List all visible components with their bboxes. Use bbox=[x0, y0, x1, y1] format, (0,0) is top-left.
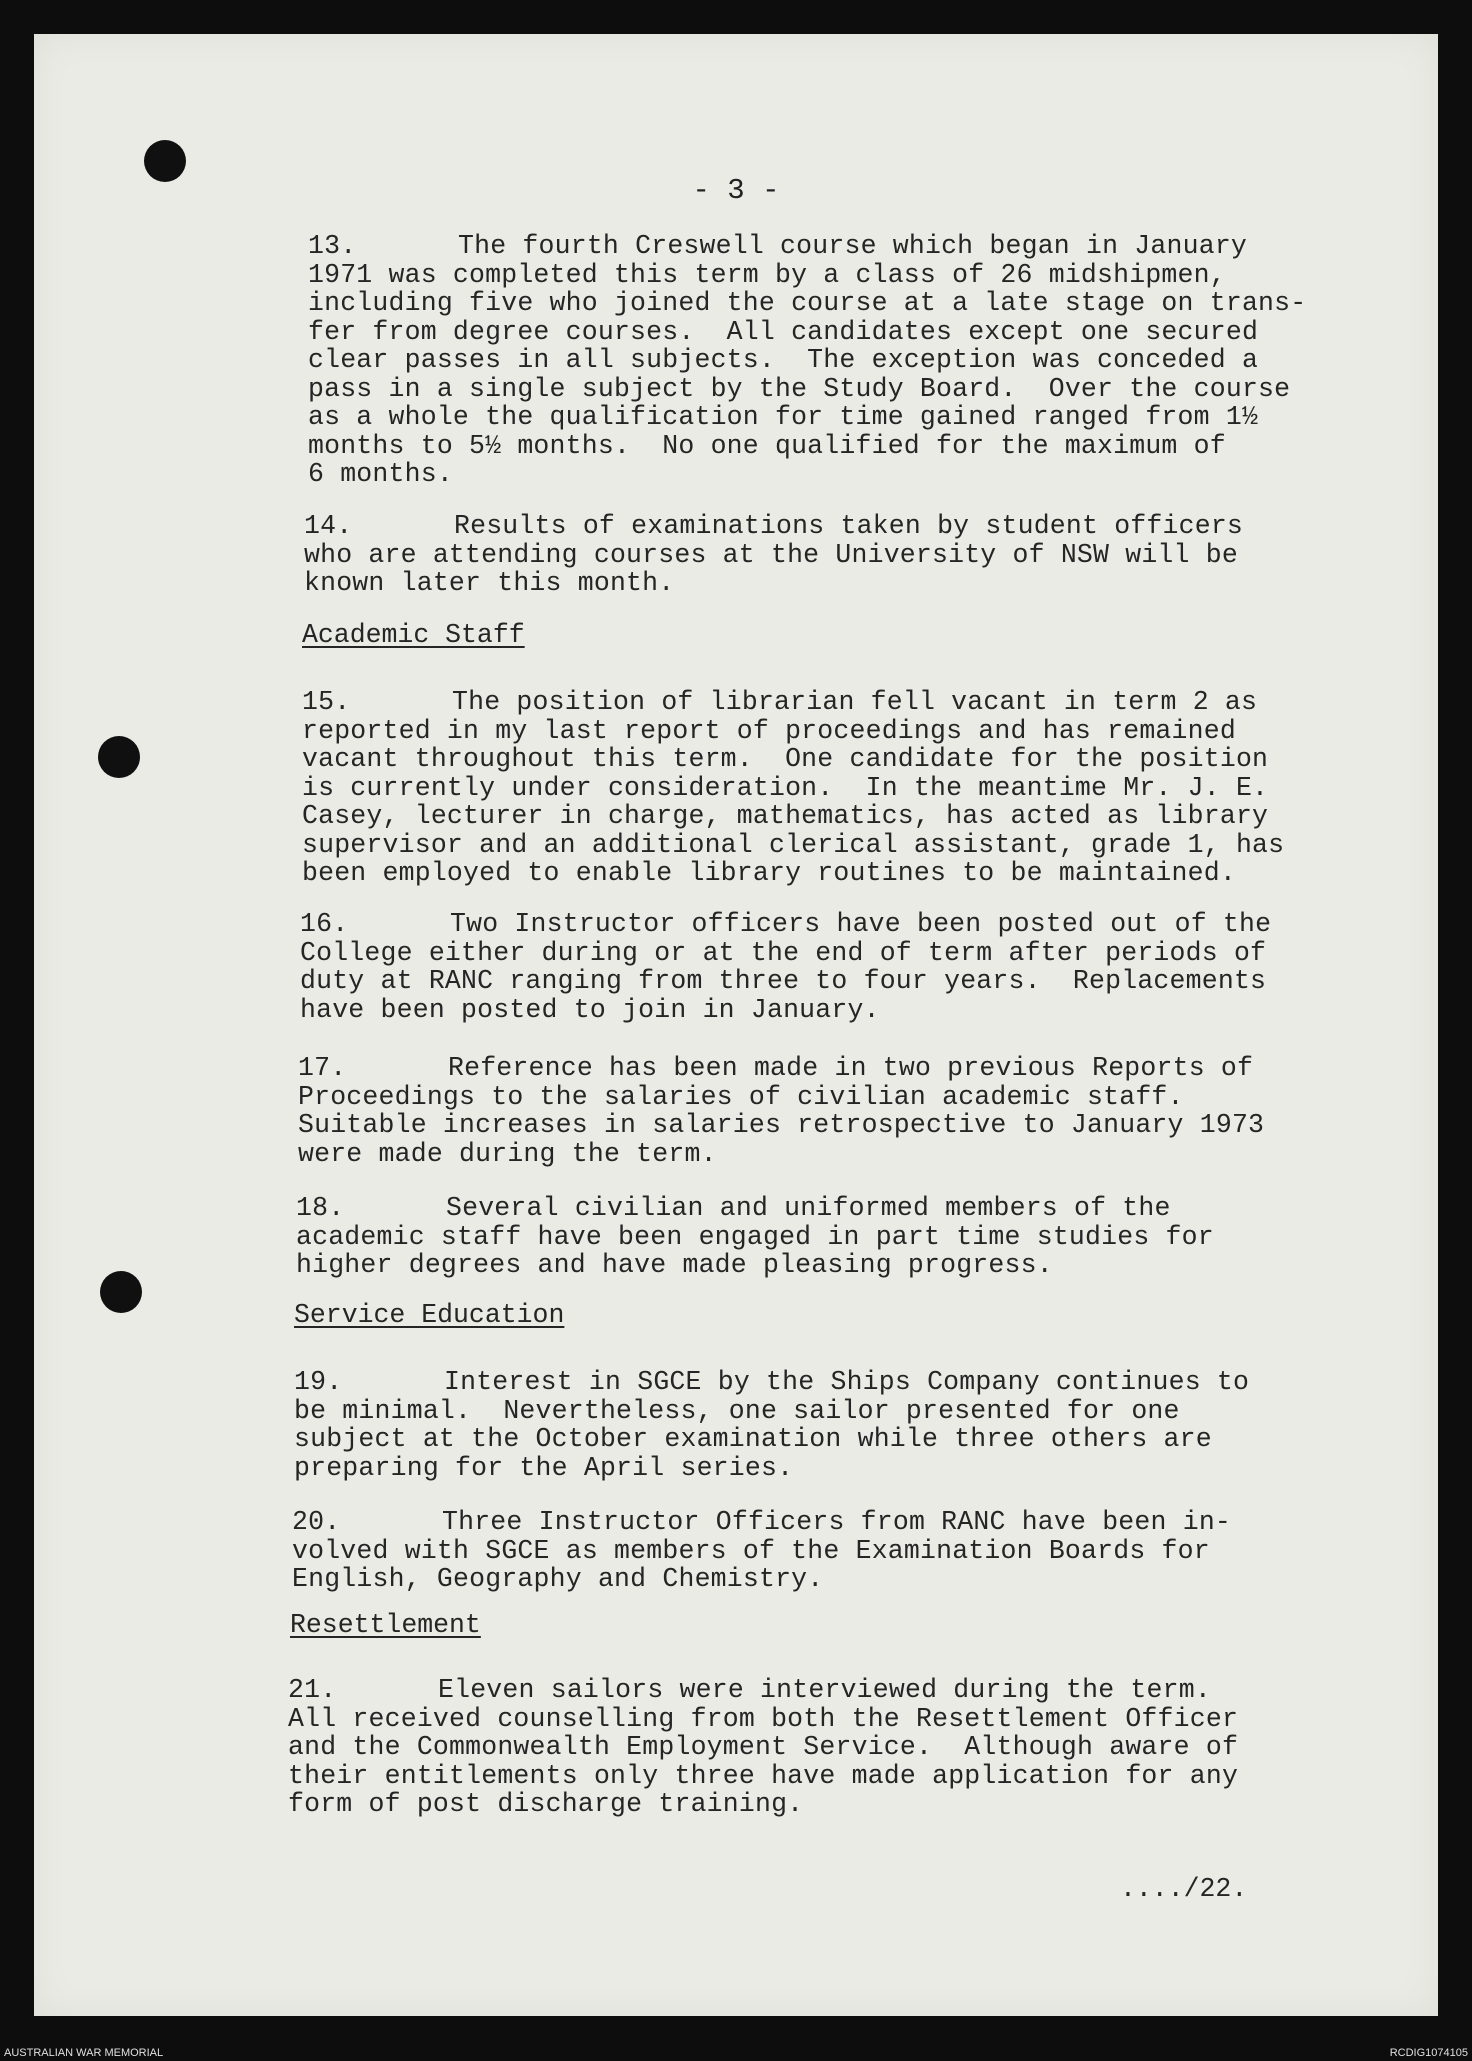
punch-hole bbox=[100, 1271, 142, 1313]
punch-hole bbox=[98, 736, 140, 778]
paragraph-17: 17. Reference has been made in two previous Reports of Proceedings to the salaries of civilian academic staff. Suitable increases in salaries retrospective to January 1973 were made during the term. bbox=[298, 1053, 1265, 1169]
paragraph-16: 16. Two Instructor officers have been posted out of the College either during or at the end of term after periods of duty at RANC ranging from three to four years. Replacements have been posted to join in January. bbox=[300, 909, 1272, 1025]
paragraph-21: 21. Eleven sailors were interviewed during the term. All received counselling from both the Resettlement Officer and the Commonwealth Employment Service. Although aware of their entitlements only three have made application for any form of post discharge training. bbox=[288, 1675, 1239, 1819]
paragraph-19: 19. Interest in SGCE by the Ships Company continues to be minimal. Nevertheless, one sailor presented for one subject at the October examination while three others are preparing for the April series. bbox=[294, 1367, 1250, 1483]
paragraph-14: 14. Results of examinations taken by student officers who are attending courses at the University of NSW will be known later this month. bbox=[304, 511, 1244, 598]
paragraph-15: 15. The position of librarian fell vacant in term 2 as reported in my last report of proceedings and has remained vacant throughout this term. One candidate for the position is currently under consideration. In the meantime Mr. J. E. Casey, lecturer in charge, mathematics, has acted as library supervisor and an additional clerical assistant, grade 1, has been employed to enable library routines to be maintained. bbox=[302, 687, 1285, 888]
footer-record-id: RCDIG1074105 bbox=[1389, 2047, 1468, 2059]
heading-service-education: Service Education bbox=[294, 1300, 565, 1330]
heading-academic-staff: Academic Staff bbox=[302, 620, 525, 650]
document-page bbox=[34, 34, 1438, 2016]
page-number: - 3 - bbox=[692, 174, 780, 207]
continuation-reference: ..../22. bbox=[1120, 1874, 1248, 1904]
footer-archive-label: AUSTRALIAN WAR MEMORIAL bbox=[4, 2047, 164, 2059]
paragraph-18: 18. Several civilian and uniformed members of the academic staff have been engaged in part time studies for higher degrees and have made pleasing progress. bbox=[296, 1193, 1214, 1280]
paragraph-13: 13. The fourth Creswell course which began in January 1971 was completed this term by a class of 26 midshipmen, including five who joined the course at a late stage on trans- fer from degree courses. All candidates except one secured clear passes in all subjects. The exception was conceded a pass in a single subject by the Study Board. Over the course as a whole the qualification for time gained ranged from 1½ months to 5½ months. No one qualified for the maximum of 6 months. bbox=[308, 231, 1307, 489]
heading-resettlement: Resettlement bbox=[290, 1610, 481, 1640]
paragraph-20: 20. Three Instructor Officers from RANC have been in- volved with SGCE as members of the Examination Boards for English, Geography and Chemistry. bbox=[292, 1507, 1232, 1594]
